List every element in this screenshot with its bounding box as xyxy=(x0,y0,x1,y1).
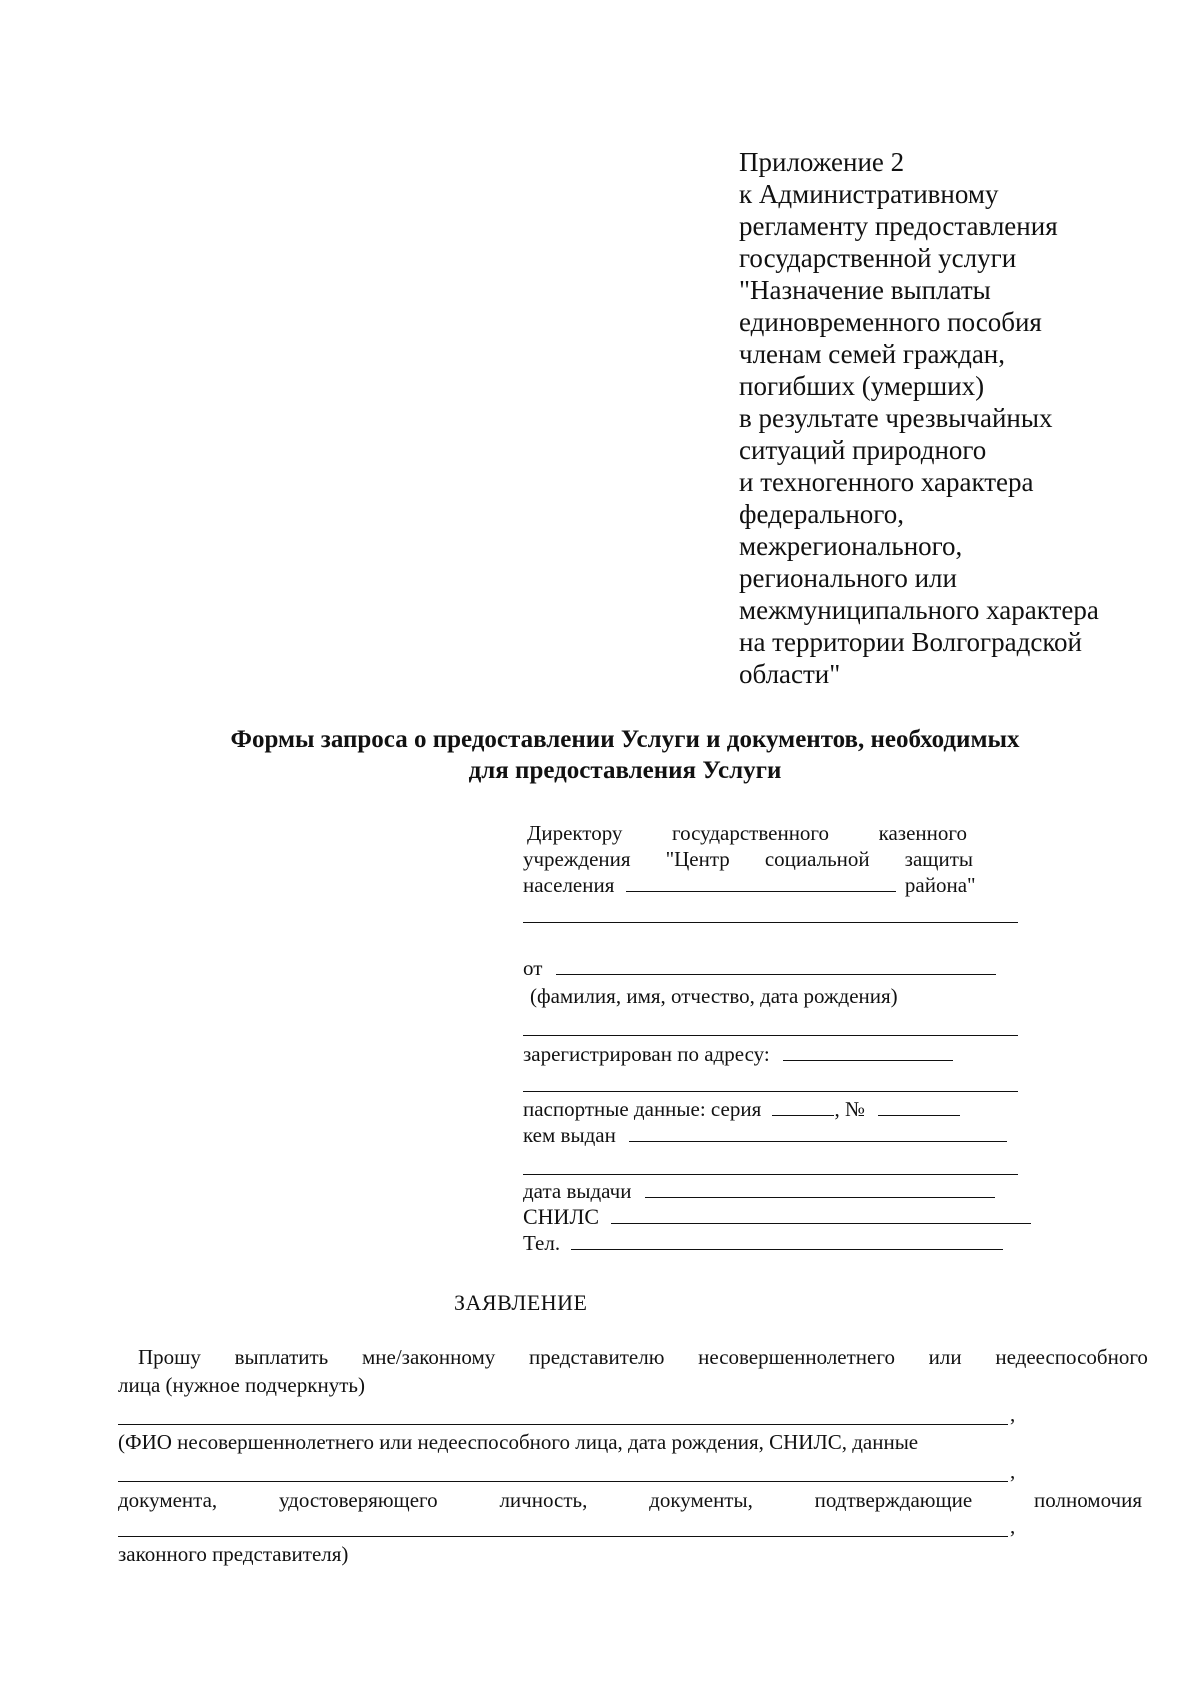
passport-number-field[interactable] xyxy=(878,1097,960,1116)
word: учреждения xyxy=(523,847,631,871)
form-title xyxy=(100,724,1150,786)
hint-line3: законного представителя) xyxy=(118,1542,349,1566)
from-hint: (фамилия, имя, отчество, дата рождения) xyxy=(530,984,898,1008)
word: казенного xyxy=(878,821,967,845)
from-line xyxy=(523,955,996,981)
address-field[interactable] xyxy=(783,1042,953,1061)
appendix-line: федерального, xyxy=(739,499,904,529)
appendix-line: и техногенного характера xyxy=(739,467,1034,497)
word: удостоверяющего xyxy=(278,1488,438,1512)
request-line1 xyxy=(138,1343,1148,1371)
appendix-block xyxy=(739,146,1159,690)
appendix-line: регламенту предоставления xyxy=(739,211,1058,241)
appendix-line: межмуниципального характера xyxy=(739,595,1099,625)
form-title-line1: Формы запроса о предоставлении Услуги и документов, необходимых xyxy=(230,726,1020,753)
appendix-line: "Назначение выплаты xyxy=(739,275,991,305)
phone-label: Тел. xyxy=(523,1231,561,1255)
word: представителю xyxy=(529,1345,665,1369)
appendix-line: к Административному xyxy=(739,179,999,209)
address-extra-line[interactable] xyxy=(523,1091,1018,1092)
appendix-line: межрегионального, xyxy=(739,531,963,561)
snils-line xyxy=(523,1204,1031,1230)
issued-by-line xyxy=(523,1122,1007,1148)
appendix-line: области" xyxy=(739,659,841,689)
from-label: от xyxy=(523,956,543,980)
request-paragraph xyxy=(118,1343,1148,1399)
appendix-line: Приложение 2 xyxy=(739,147,905,177)
word: защиты xyxy=(904,847,973,871)
snils-label: СНИЛС xyxy=(523,1204,600,1229)
issued-by-label: кем выдан xyxy=(523,1123,616,1147)
appendix-line: единовременного пособия xyxy=(739,307,1042,337)
passport-line xyxy=(523,1096,960,1122)
issue-date-field[interactable] xyxy=(645,1179,995,1198)
appendix-line: регионального или xyxy=(739,563,957,593)
phone-line xyxy=(523,1230,1003,1256)
hint-line1: (ФИО несовершеннолетнего или недееспособного лица, дата рождения, СНИЛС, данные xyxy=(118,1430,919,1454)
director-line xyxy=(527,820,967,846)
minor-info-field-3[interactable] xyxy=(118,1536,1008,1537)
word: полномочия xyxy=(1034,1488,1142,1512)
applicant-name-field[interactable] xyxy=(556,956,996,975)
hint-line2 xyxy=(118,1486,1142,1514)
word: недееспособного xyxy=(995,1345,1148,1369)
word: выплатить xyxy=(234,1345,329,1369)
issue-date-label: дата выдачи xyxy=(523,1179,632,1203)
passport-label: паспортные данные: серия xyxy=(523,1097,762,1121)
word: социальной xyxy=(764,847,870,871)
passport-series-field[interactable] xyxy=(772,1097,834,1116)
word: несовершеннолетнего xyxy=(698,1345,895,1369)
word: документа, xyxy=(118,1488,218,1512)
applicant-extra-line[interactable] xyxy=(523,1035,1018,1036)
addressee-extra-line[interactable] xyxy=(523,922,1018,923)
district-name-field[interactable] xyxy=(626,873,896,892)
passport-number-label: , № xyxy=(834,1097,866,1121)
issued-by-extra-line[interactable] xyxy=(523,1174,1018,1175)
appendix-line: ситуаций природного xyxy=(739,435,987,465)
minor-info-field-1[interactable] xyxy=(118,1424,1008,1425)
appendix-line: членам семей граждан, xyxy=(739,339,1006,369)
phone-field[interactable] xyxy=(571,1231,1003,1250)
population-line xyxy=(523,872,976,898)
comma: , xyxy=(1010,1402,1016,1426)
statement-title: ЗАЯВЛЕНИЕ xyxy=(454,1290,588,1315)
comma: , xyxy=(1010,1514,1016,1538)
word: государственного xyxy=(672,821,830,845)
district-label: района" xyxy=(904,873,976,897)
word: документы, xyxy=(649,1488,753,1512)
comma: , xyxy=(1010,1459,1016,1483)
institution-line xyxy=(523,846,973,872)
snils-field[interactable] xyxy=(611,1205,1031,1224)
registered-label: зарегистрирован по адресу: xyxy=(523,1042,770,1066)
issued-by-field[interactable] xyxy=(629,1123,1007,1142)
appendix-line: в результате чрезвычайных xyxy=(739,403,1053,433)
word: Прошу xyxy=(138,1345,201,1369)
registered-line xyxy=(523,1041,953,1067)
appendix-line: государственной услуги xyxy=(739,243,1017,273)
word: личность, xyxy=(499,1488,588,1512)
issue-date-line xyxy=(523,1178,995,1204)
population-label: населения xyxy=(523,873,615,897)
appendix-line: на территории Волгоградской xyxy=(739,627,1083,657)
form-title-line2: для предоставления Услуги xyxy=(468,757,782,784)
word: или xyxy=(928,1345,962,1369)
request-line2: лица (нужное подчеркнуть) xyxy=(118,1373,365,1397)
appendix-line: погибших (умерших) xyxy=(739,371,985,401)
word: мне/законному xyxy=(361,1345,496,1369)
word: "Центр xyxy=(665,847,730,871)
word: подтверждающие xyxy=(814,1488,973,1512)
word: Директору xyxy=(527,821,623,845)
minor-info-field-2[interactable] xyxy=(118,1481,1008,1482)
